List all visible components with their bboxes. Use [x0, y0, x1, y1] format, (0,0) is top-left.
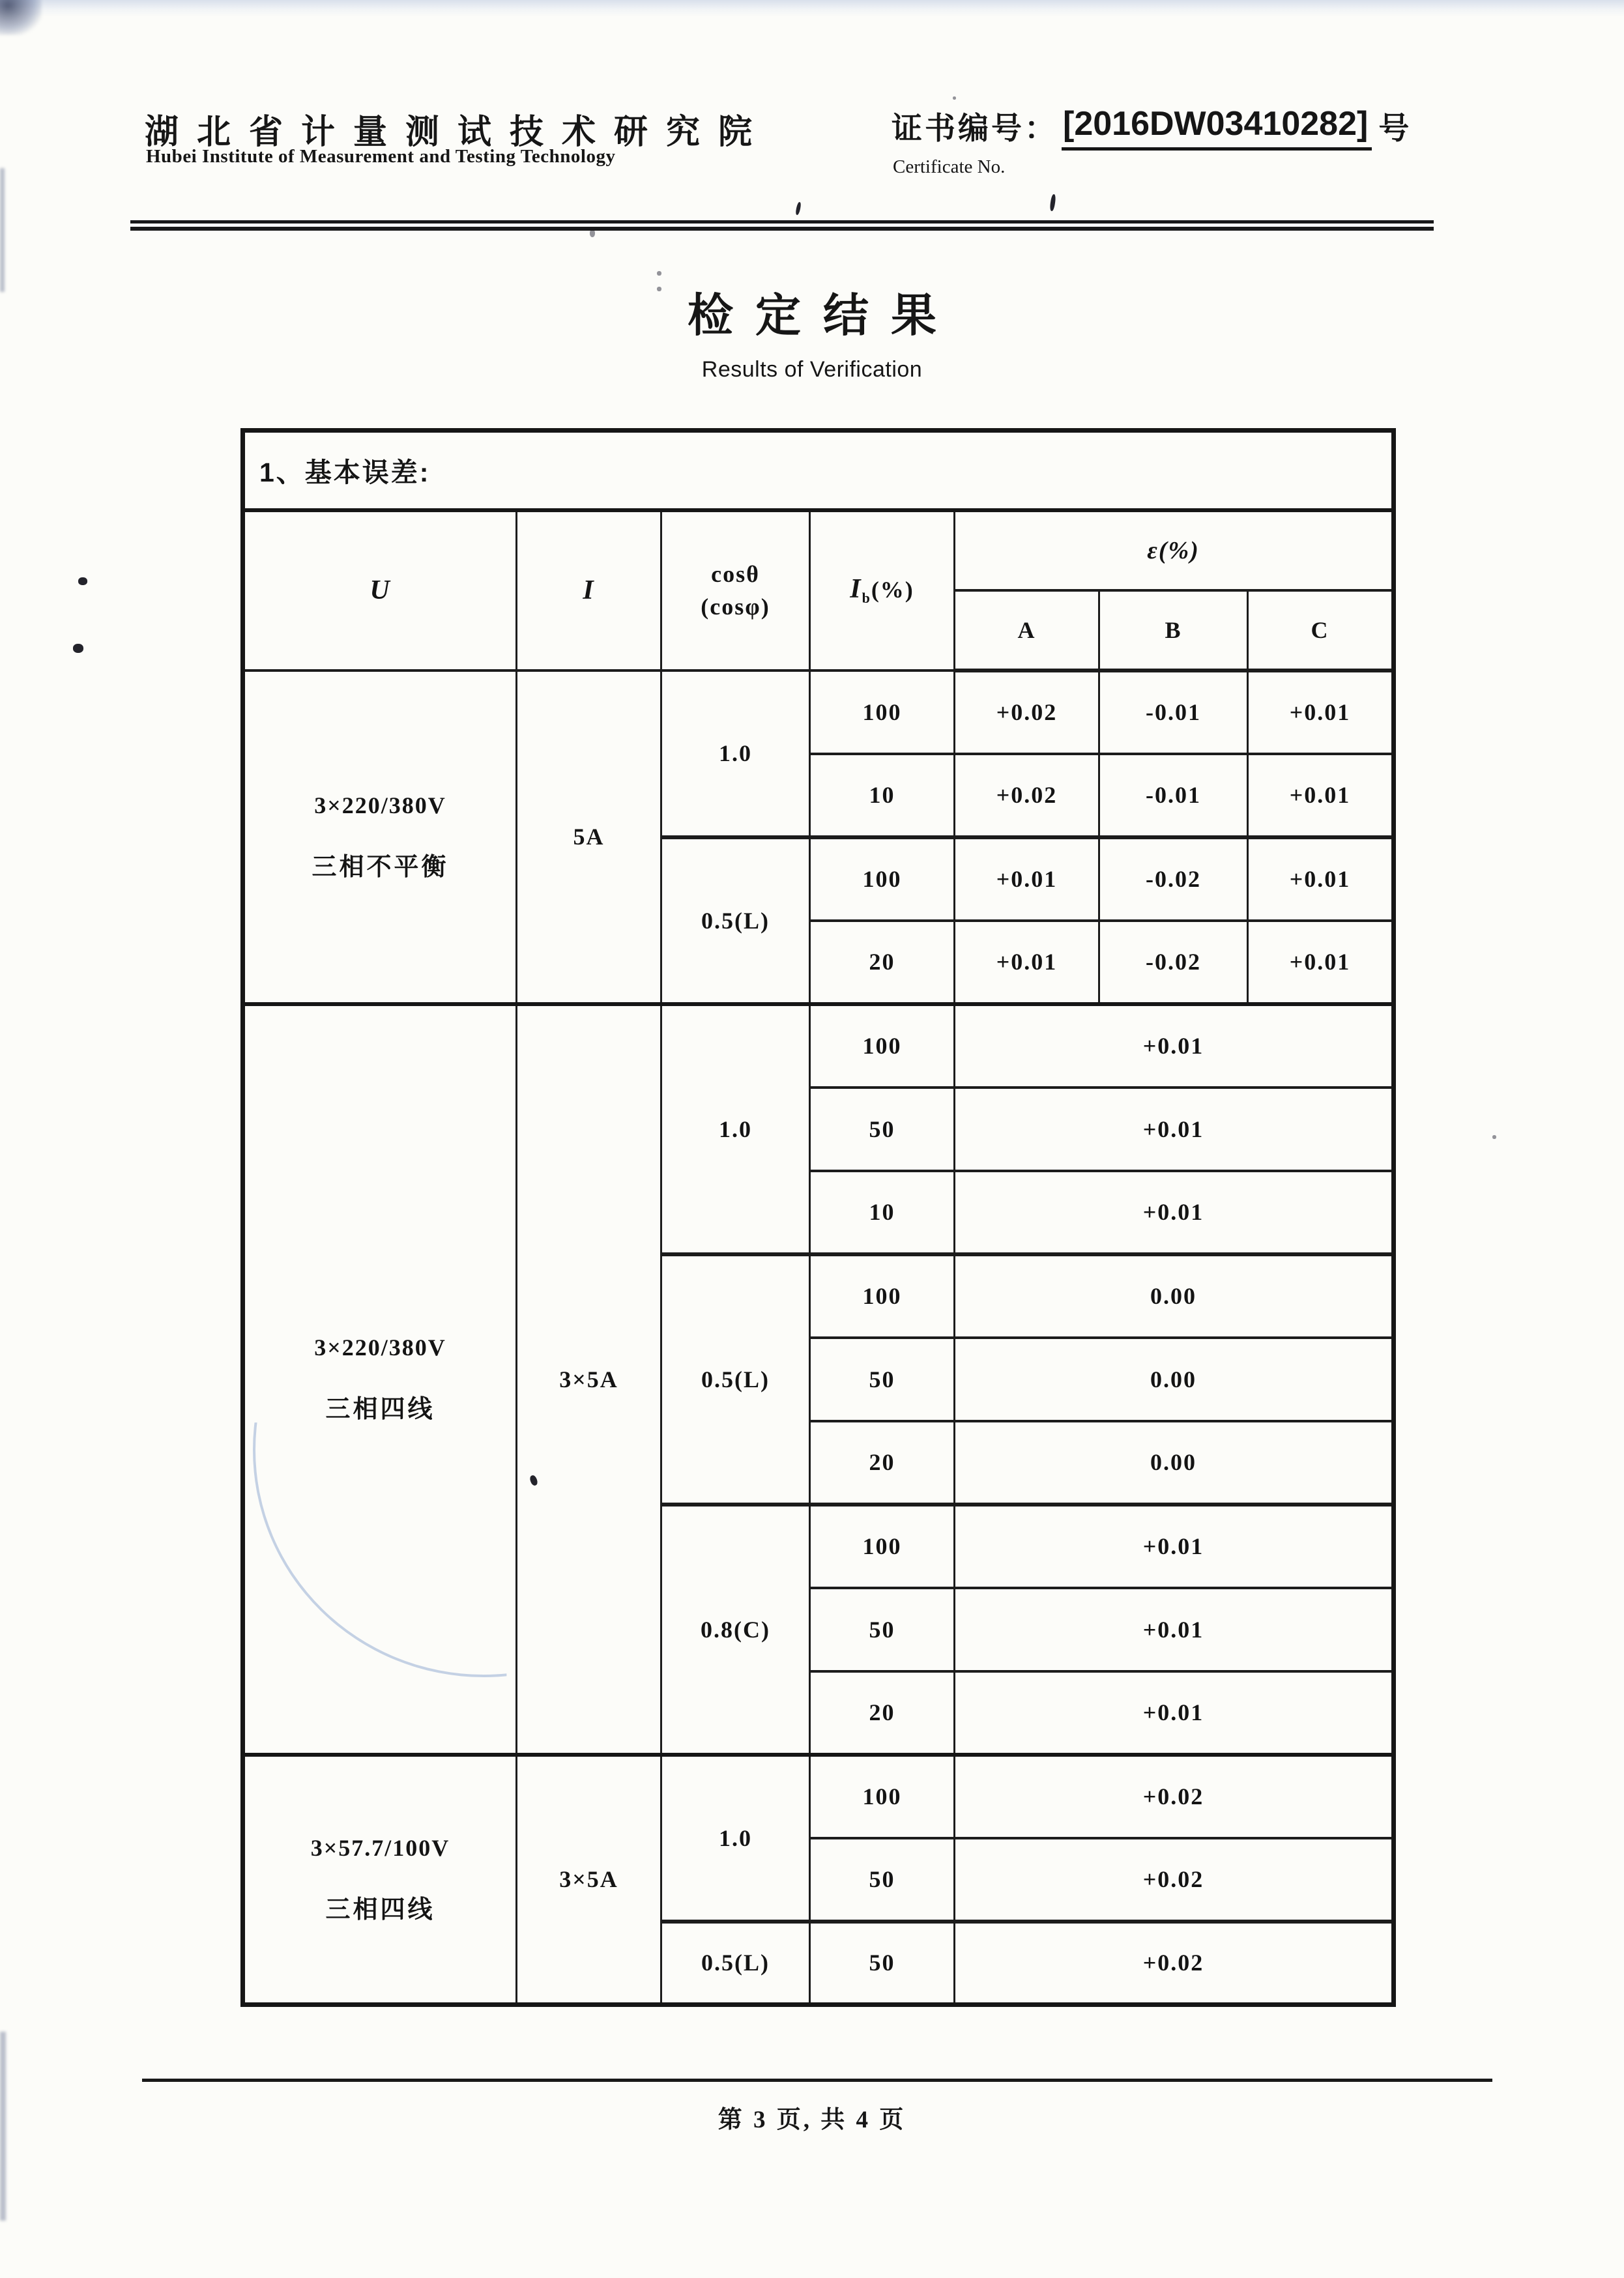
certificate-bracket-close: ]: [1357, 105, 1369, 143]
cos-cell: 1.0: [661, 1004, 810, 1254]
page-number: 第 3 页, 共 4 页: [718, 2107, 906, 2133]
ib-cell: 50: [810, 1922, 955, 2005]
u-value-line1: 3×220/380V: [314, 1334, 446, 1361]
footer-divider: [142, 2079, 1492, 2082]
error-b-cell: -0.01: [1099, 670, 1248, 754]
i-cell-section3: 3×5A: [517, 1755, 661, 2005]
header-u-cell: [243, 510, 517, 670]
cos-cell: 0.5(L): [661, 1922, 810, 2005]
error-merged-cell: +0.02: [955, 1922, 1394, 2005]
ib-cell: 50: [810, 1588, 955, 1671]
ib-cell: 100: [810, 837, 955, 921]
table-row: [243, 1755, 1394, 1838]
ib-cell: 100: [810, 1755, 955, 1838]
scan-speckle: [657, 271, 661, 276]
ib-cell: 50: [810, 1338, 955, 1421]
ib-cell: 10: [810, 1171, 955, 1254]
certificate-number-line: [892, 104, 1409, 151]
section-label-cell: 1、基本误差:: [243, 431, 1394, 510]
i-cell-section2: 3×5A: [517, 1004, 661, 1755]
ib-cell: 20: [810, 921, 955, 1004]
header-cos-theta: cosθ: [711, 561, 760, 587]
header-ib-symbol: I: [850, 574, 862, 605]
header-ib-subscript: b: [862, 590, 871, 607]
error-merged-cell: +0.01: [955, 1088, 1394, 1171]
certificate-number-suffix: 号: [1378, 111, 1410, 145]
ib-cell: 100: [810, 1505, 955, 1588]
scan-artifact-corner-smudge: [0, 0, 42, 35]
ib-cell: 100: [810, 1254, 955, 1338]
table-row: [243, 1004, 1394, 1088]
u-value-line1: 3×220/380V: [314, 792, 446, 818]
u-cell-section2: [243, 1004, 517, 1755]
error-b-cell: -0.02: [1099, 837, 1248, 921]
institute-name-cn: 湖北省计量测试技术研究院: [145, 113, 771, 151]
error-merged-cell: 0.00: [955, 1254, 1394, 1338]
error-a-cell: +0.01: [955, 837, 1099, 921]
divider-line-lower: [130, 227, 1434, 231]
cos-cell: 0.5(L): [661, 837, 810, 1004]
header-cos-cell: [661, 510, 810, 670]
header-i-symbol: I: [583, 575, 595, 605]
error-merged-cell: +0.02: [955, 1838, 1394, 1922]
divider-line-upper: [130, 220, 1434, 223]
header-phase-c-cell: C: [1248, 590, 1394, 670]
error-a-cell: +0.02: [955, 670, 1099, 754]
error-merged-cell: +0.01: [955, 1588, 1394, 1671]
error-merged-cell: +0.01: [955, 1171, 1394, 1254]
page-title-en: Results of Verification: [701, 357, 923, 382]
error-merged-cell: +0.01: [955, 1671, 1394, 1755]
certificate-number-underlined: [1062, 104, 1372, 151]
cos-cell: 1.0: [661, 1755, 810, 1922]
error-merged-cell: +0.02: [955, 1755, 1394, 1838]
ib-cell: 50: [810, 1838, 955, 1922]
scan-speckle: [795, 202, 802, 216]
error-merged-cell: +0.01: [955, 1004, 1394, 1088]
ib-cell: 20: [810, 1421, 955, 1505]
error-merged-cell: 0.00: [955, 1421, 1394, 1505]
results-table: [240, 428, 1396, 2007]
header-cos-phi: (cosφ): [701, 594, 770, 620]
u-cell-section3: [243, 1755, 517, 2005]
u-value-line1: 3×57.7/100V: [310, 1834, 450, 1861]
table-header-row-1: [243, 510, 1394, 590]
cos-cell: 1.0: [661, 670, 810, 837]
certificate-number-label-cn: 证书编号：: [892, 111, 1058, 145]
letterhead-divider: [130, 220, 1434, 231]
header-ib-cell: [810, 510, 955, 670]
header-ib-percent: (%): [871, 577, 914, 603]
cos-cell: 0.8(C): [661, 1505, 810, 1755]
header-phase-a-cell: A: [955, 590, 1099, 670]
table-row: [243, 670, 1394, 754]
u-cell-section1: [243, 670, 517, 1004]
error-merged-cell: +0.01: [955, 1505, 1394, 1588]
u-value-line2: 三相四线: [325, 1896, 435, 1924]
header-u-symbol: U: [370, 575, 391, 605]
certificate-number-value: 2016DW03410282: [1074, 105, 1357, 143]
scan-artifact-top-band: [0, 0, 1624, 17]
certificate-bracket-open: [: [1063, 105, 1075, 143]
scan-artifact-edge-streak: [0, 168, 5, 292]
error-c-cell: +0.01: [1248, 670, 1394, 754]
ib-cell: 100: [810, 1004, 955, 1088]
header-epsilon-cell: [955, 510, 1394, 590]
ib-cell: 50: [810, 1088, 955, 1171]
error-merged-cell: 0.00: [955, 1338, 1394, 1421]
institute-name-en: Hubei Institute of Measurement and Testing Technology: [146, 146, 616, 167]
error-c-cell: +0.01: [1248, 921, 1394, 1004]
i-cell-section1: 5A: [517, 670, 661, 1004]
cos-cell: 0.5(L): [661, 1254, 810, 1505]
header-epsilon-symbol: ε(%): [1147, 536, 1200, 564]
ib-cell: 10: [810, 754, 955, 837]
ib-cell: 20: [810, 1671, 955, 1755]
scan-speckle: [1492, 1135, 1496, 1139]
error-b-cell: -0.01: [1099, 754, 1248, 837]
error-c-cell: +0.01: [1248, 837, 1394, 921]
header-i-cell: [517, 510, 661, 670]
header-phase-b-cell: B: [1099, 590, 1248, 670]
scan-speckle: [73, 644, 83, 653]
u-value-line2: 三相不平衡: [312, 853, 449, 881]
error-c-cell: +0.01: [1248, 754, 1394, 837]
ib-cell: 100: [810, 670, 955, 754]
error-a-cell: +0.02: [955, 754, 1099, 837]
error-a-cell: +0.01: [955, 921, 1099, 1004]
error-b-cell: -0.02: [1099, 921, 1248, 1004]
certificate-number-label-en: Certificate No.: [893, 156, 1006, 177]
scan-speckle: [953, 96, 956, 100]
u-value-line2: 三相四线: [325, 1396, 435, 1423]
scan-speckle: [78, 577, 87, 585]
table-section-label-row: [243, 431, 1394, 510]
scan-speckle: [1049, 194, 1056, 212]
page-title-cn: 检定结果: [688, 290, 959, 341]
